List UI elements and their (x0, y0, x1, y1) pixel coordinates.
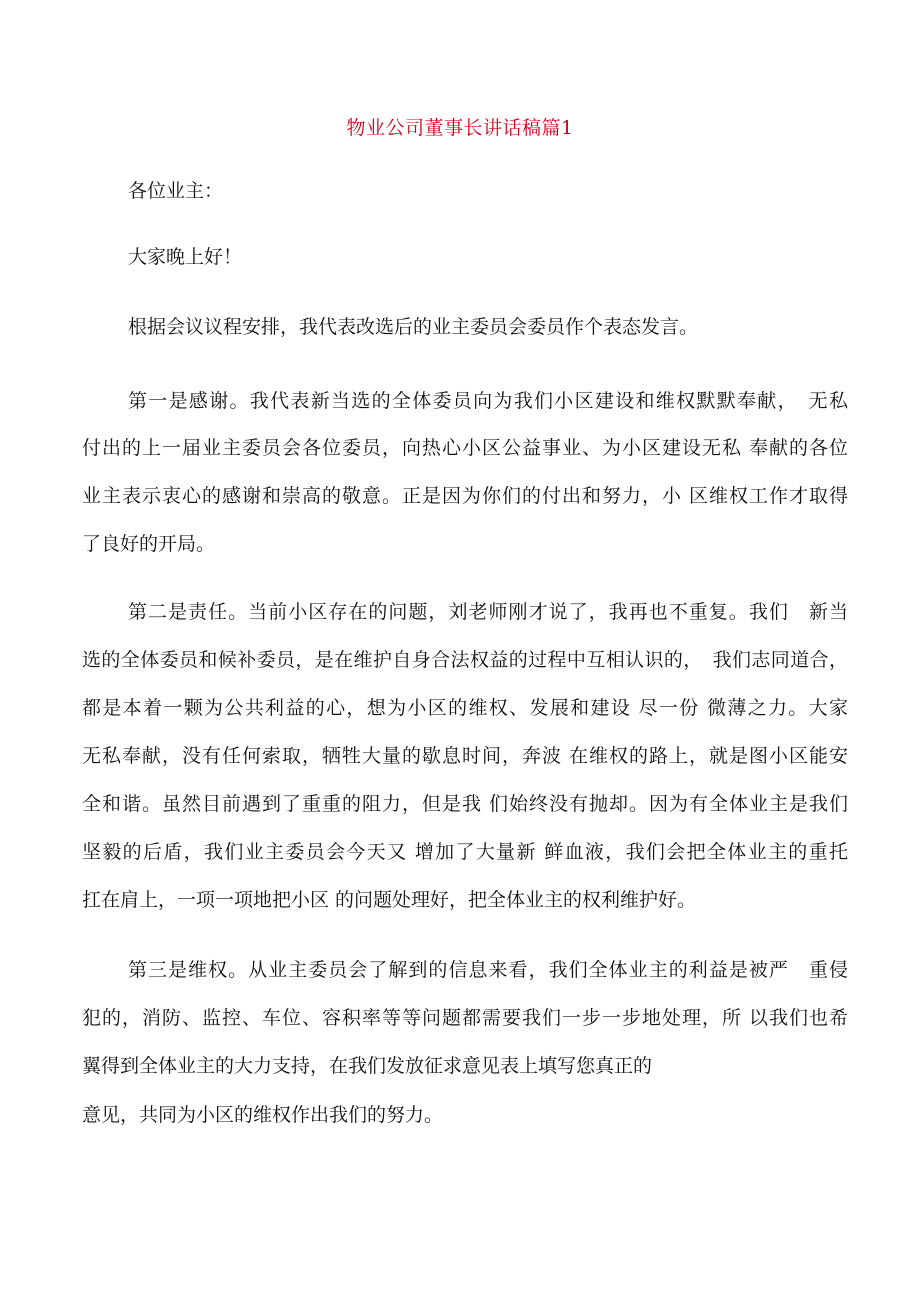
paragraph-line: 第二是责任。当前小区存在的问题，刘老师刚才说了，我再也不重复。我们 新当 (128, 601, 848, 623)
paragraph-line: 了良好的开局。 (82, 533, 216, 555)
paragraph-line: 第三是维权。从业主委员会了解到的信息来看，我们全体业主的利益是被严 重侵 (128, 959, 848, 981)
paragraph-line: 全和谐。虽然目前遇到了重重的阻力，但是我 们始终没有抛却。因为有全体业主是我们 (82, 793, 848, 815)
paragraph-line: 业主表示衷心的感谢和崇高的敬意。正是因为你们的付出和努力，小 区维权工作才取得 (82, 485, 848, 507)
paragraph-line: 选的全体委员和候补委员，是在维护自身合法权益的过程中互相认识的， 我们志同道合， (82, 649, 848, 671)
paragraph-line: 犯的，消防、监控、车位、容积率等等问题都需要我们一步一步地处理，所 以我们也希 (82, 1007, 848, 1029)
paragraph-line: 坚毅的后盾，我们业主委员会今天又 增加了大量新 鲜血液，我们会把全体业主的重托 (82, 841, 848, 863)
greeting: 各位业主： (128, 180, 224, 202)
document-title: 物业公司董事长讲话稿篇1 (346, 117, 574, 139)
salutation: 大家晚上好！ (128, 246, 243, 268)
paragraph-line: 意见，共同为小区的维权作出我们的努力。 (82, 1104, 444, 1126)
paragraph-line: 翼得到全体业主的大力支持，在我们发放征求意见表上填写您真正的 (82, 1055, 653, 1077)
paragraph-line: 都是本着一颗为公共利益的心，想为小区的维权、发展和建设 尽一份 微薄之力。大家 (82, 697, 848, 719)
intro-line: 根据会议议程安排，我代表改选后的业主委员会委员作个表态发言。 (128, 316, 699, 338)
paragraph-line: 付出的上一届业主委员会各位委员，向热心小区公益事业、为小区建设无私 奉献的各位 (82, 437, 848, 459)
paragraph-line: 无私奉献，没有任何索取，牺牲大量的歇息时间，奔波 在维权的路上，就是图小区能安 (82, 745, 848, 767)
paragraph-line: 扛在肩上，一项一项地把小区 的问题处理好，把全体业主的权利维护好。 (82, 889, 697, 911)
paragraph-line: 第一是感谢。我代表新当选的全体委员向为我们小区建设和维权默默奉献， 无私 (128, 390, 848, 412)
